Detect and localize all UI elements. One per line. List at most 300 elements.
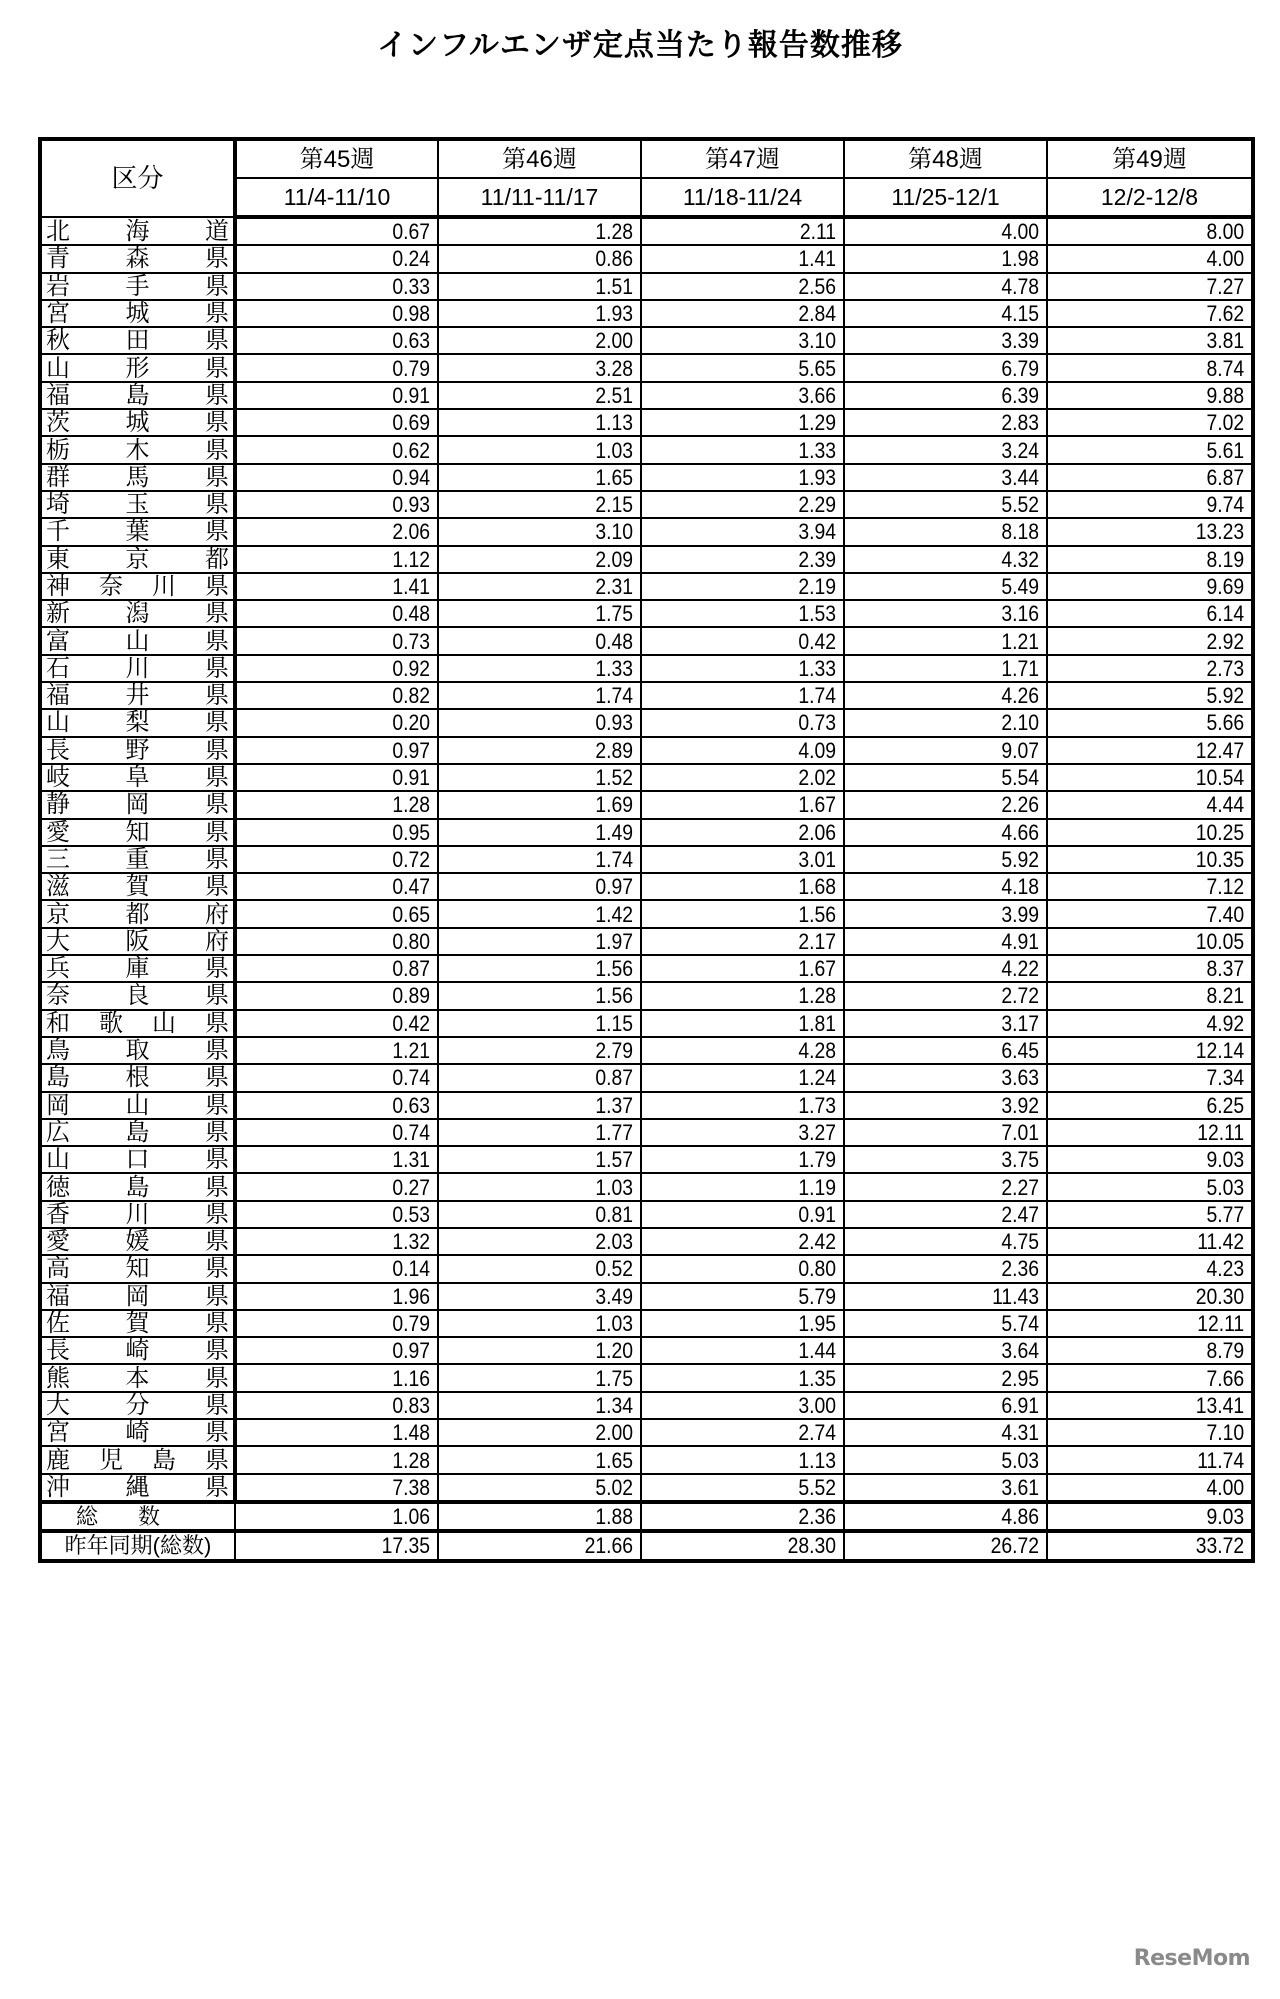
prefecture-char: 県 [205, 1473, 229, 1501]
report-value: 7.12 [1072, 873, 1253, 900]
report-value: 1.03 [462, 436, 641, 463]
prefecture-char: 県 [205, 272, 229, 300]
report-value: 4.92 [1072, 1010, 1253, 1037]
prefecture-char: 県 [205, 873, 229, 901]
report-value: 11.74 [1072, 1446, 1253, 1473]
prefecture-char: 長 [46, 736, 70, 764]
prefecture-char: 都 [205, 545, 229, 573]
report-value: 0.82 [259, 682, 438, 709]
report-value: 4.66 [868, 819, 1047, 846]
report-value: 2.27 [868, 1173, 1047, 1200]
prefecture-char: 府 [205, 900, 229, 928]
report-value: 2.95 [868, 1364, 1047, 1391]
prefecture-char: 葉 [125, 518, 150, 546]
report-value: 1.77 [462, 1119, 641, 1146]
report-value: 11.42 [1072, 1228, 1253, 1255]
report-value: 10.25 [1072, 819, 1253, 846]
report-value: 1.75 [462, 1364, 641, 1391]
table-row [40, 955, 1253, 982]
prefecture-char: 県 [205, 845, 229, 873]
report-value: 1.41 [259, 573, 438, 600]
prefecture-char: 香 [46, 1200, 70, 1228]
report-value: 0.92 [259, 655, 438, 682]
total-value: 2.36 [665, 1502, 844, 1531]
prefecture-name [40, 655, 235, 682]
prefecture-char: 県 [205, 709, 229, 737]
prefecture-char: 森 [125, 245, 150, 273]
report-value: 5.79 [665, 1283, 844, 1310]
prefecture-char: 福 [46, 381, 70, 409]
report-value: 2.89 [462, 737, 641, 764]
prefecture-char: 長 [46, 1337, 70, 1365]
prefecture-char: 県 [205, 682, 229, 710]
prefecture-char: 手 [125, 272, 150, 300]
report-value: 10.35 [1072, 846, 1253, 873]
report-value: 4.22 [868, 955, 1047, 982]
report-value: 7.10 [1072, 1419, 1253, 1446]
report-value: 1.93 [462, 300, 641, 327]
report-value: 3.75 [868, 1146, 1047, 1173]
prefecture-char: 栃 [46, 436, 70, 464]
table-row [40, 1064, 1253, 1091]
prefecture-char: 城 [125, 300, 150, 328]
prefecture-char: 三 [46, 845, 70, 873]
report-value: 1.33 [462, 655, 641, 682]
report-value: 1.48 [259, 1419, 438, 1446]
prefecture-char: 玉 [125, 491, 150, 519]
report-value: 2.74 [665, 1419, 844, 1446]
report-value: 0.80 [665, 1255, 844, 1282]
report-value: 8.79 [1072, 1337, 1253, 1364]
report-value: 2.26 [868, 791, 1047, 818]
report-value: 2.06 [665, 819, 844, 846]
report-value: 7.66 [1072, 1364, 1253, 1391]
prefecture-name [40, 955, 235, 982]
prefecture-name [40, 491, 235, 518]
report-value: 2.09 [462, 546, 641, 573]
table-row [40, 464, 1253, 491]
prefecture-char: 鳥 [46, 1037, 70, 1065]
prefecture-char: 県 [205, 1091, 229, 1119]
report-value: 0.63 [259, 1092, 438, 1119]
report-value: 0.91 [665, 1201, 844, 1228]
table-row [40, 245, 1253, 272]
report-value: 0.63 [259, 327, 438, 354]
report-value: 1.51 [462, 273, 641, 300]
report-value: 0.52 [462, 1255, 641, 1282]
report-value: 1.75 [462, 600, 641, 627]
report-value: 0.69 [259, 409, 438, 436]
report-value: 3.64 [868, 1337, 1047, 1364]
prefecture-char: 京 [125, 545, 150, 573]
prefecture-char: 阜 [125, 764, 150, 792]
last-year-label: 昨年同期(総数) [40, 1531, 235, 1560]
prefecture-name [40, 1010, 235, 1037]
prefecture-char: 県 [205, 518, 229, 546]
prefecture-char: 城 [125, 409, 150, 437]
report-value: 5.03 [1072, 1173, 1253, 1200]
prefecture-name [40, 737, 235, 764]
prefecture-name [40, 682, 235, 709]
report-value: 1.52 [462, 764, 641, 791]
prefecture-char: 沖 [46, 1473, 70, 1501]
report-value: 7.01 [868, 1119, 1047, 1146]
report-value: 4.00 [1072, 245, 1253, 272]
table-row [40, 655, 1253, 682]
report-value: 3.81 [1072, 327, 1253, 354]
prefecture-char: 阪 [125, 927, 150, 955]
prefecture-char: 奈 [46, 982, 70, 1010]
report-value: 9.07 [868, 737, 1047, 764]
table-row [40, 518, 1253, 545]
report-value: 2.11 [665, 217, 844, 245]
report-value: 1.79 [665, 1146, 844, 1173]
report-value: 10.54 [1072, 764, 1253, 791]
prefecture-char: 県 [205, 354, 229, 382]
report-value: 6.79 [868, 354, 1047, 381]
prefecture-name [40, 1392, 235, 1419]
report-value: 6.39 [868, 382, 1047, 409]
prefecture-name [40, 627, 235, 654]
report-value: 1.32 [259, 1228, 438, 1255]
report-value: 4.18 [868, 873, 1047, 900]
report-value: 8.21 [1072, 982, 1253, 1009]
table-row [40, 819, 1253, 846]
total-value: 1.88 [462, 1502, 641, 1531]
prefecture-char: 鹿 [46, 1446, 70, 1474]
report-value: 5.65 [665, 354, 844, 381]
report-value: 1.56 [462, 982, 641, 1009]
report-value: 3.17 [868, 1010, 1047, 1037]
influenza-report-table [38, 137, 1255, 1563]
table-row [40, 1310, 1253, 1337]
report-value: 2.84 [665, 300, 844, 327]
prefecture-char: 崎 [125, 1337, 150, 1365]
report-value: 8.00 [1072, 217, 1253, 245]
prefecture-char: 岐 [46, 764, 70, 792]
report-value: 0.87 [462, 1064, 641, 1091]
report-value: 2.10 [868, 709, 1047, 736]
report-value: 5.52 [868, 491, 1047, 518]
report-value: 1.74 [462, 682, 641, 709]
table-row [40, 1419, 1253, 1446]
report-value: 9.03 [1072, 1146, 1253, 1173]
report-value: 6.14 [1072, 600, 1253, 627]
prefecture-char: 県 [205, 791, 229, 819]
prefecture-char: 県 [205, 764, 229, 792]
report-value: 1.49 [462, 819, 641, 846]
date-range-header: 11/11-11/17 [438, 178, 641, 217]
report-value: 0.74 [259, 1119, 438, 1146]
prefecture-name [40, 245, 235, 272]
report-value: 3.01 [665, 846, 844, 873]
prefecture-char: 岡 [46, 1091, 70, 1119]
report-value: 0.87 [259, 955, 438, 982]
report-value: 0.89 [259, 982, 438, 1009]
report-value: 1.15 [462, 1010, 641, 1037]
report-value: 1.03 [462, 1310, 641, 1337]
report-value: 6.25 [1072, 1092, 1253, 1119]
category-header: 区分 [40, 139, 235, 217]
table-row [40, 764, 1253, 791]
prefecture-char: 岩 [46, 272, 70, 300]
report-value: 6.45 [868, 1037, 1047, 1064]
report-value: 3.61 [868, 1474, 1047, 1502]
report-value: 0.42 [665, 627, 844, 654]
last-year-value: 21.66 [462, 1531, 641, 1560]
report-value: 3.28 [462, 354, 641, 381]
report-value: 5.49 [868, 573, 1047, 600]
prefecture-char: 県 [205, 955, 229, 983]
total-label: 総数 [40, 1502, 235, 1531]
prefecture-char: 県 [205, 1146, 229, 1174]
report-value: 1.37 [462, 1092, 641, 1119]
report-value: 10.05 [1072, 928, 1253, 955]
total-value: 4.86 [868, 1502, 1047, 1531]
last-year-row [40, 1531, 1253, 1560]
prefecture-name [40, 846, 235, 873]
prefecture-char: 県 [205, 818, 229, 846]
report-value: 1.35 [665, 1364, 844, 1391]
table-row [40, 791, 1253, 818]
table-row [40, 300, 1253, 327]
report-value: 1.29 [665, 409, 844, 436]
report-value: 5.92 [868, 846, 1047, 873]
report-value: 0.91 [259, 764, 438, 791]
prefecture-char: 県 [205, 600, 229, 628]
prefecture-char: 県 [205, 327, 229, 355]
prefecture-char: 埼 [46, 491, 70, 519]
prefecture-name [40, 709, 235, 736]
report-value: 2.31 [462, 573, 641, 600]
prefecture-char: 山 [46, 1146, 70, 1174]
table-row [40, 1474, 1253, 1502]
report-value: 12.11 [1072, 1119, 1253, 1146]
report-value: 2.73 [1072, 655, 1253, 682]
table-row [40, 1228, 1253, 1255]
prefecture-char: 庫 [125, 955, 150, 983]
date-range-header: 11/18-11/24 [641, 178, 844, 217]
prefecture-name [40, 1201, 235, 1228]
report-value: 1.44 [665, 1337, 844, 1364]
report-value: 8.19 [1072, 546, 1253, 573]
prefecture-name [40, 354, 235, 381]
total-value: 9.03 [1072, 1502, 1253, 1531]
prefecture-char: 媛 [125, 1228, 150, 1256]
prefecture-char: 大 [46, 1391, 70, 1419]
prefecture-char: 県 [205, 436, 229, 464]
table-row [40, 1010, 1253, 1037]
report-value: 1.12 [259, 546, 438, 573]
prefecture-char: 青 [46, 245, 70, 273]
report-value: 1.71 [868, 655, 1047, 682]
report-value: 1.20 [462, 1337, 641, 1364]
prefecture-char: 山 [125, 627, 150, 655]
prefecture-name [40, 327, 235, 354]
report-value: 3.49 [462, 1283, 641, 1310]
table-row [40, 600, 1253, 627]
prefecture-char: 川 [125, 1200, 150, 1228]
table-row [40, 327, 1253, 354]
report-value: 2.83 [868, 409, 1047, 436]
report-value: 3.00 [665, 1392, 844, 1419]
prefecture-char: 岡 [125, 1282, 150, 1310]
prefecture-name [40, 217, 235, 245]
report-value: 2.79 [462, 1037, 641, 1064]
table-row [40, 900, 1253, 927]
prefecture-name [40, 546, 235, 573]
report-value: 4.78 [868, 273, 1047, 300]
report-value: 5.61 [1072, 436, 1253, 463]
table-row [40, 573, 1253, 600]
report-value: 2.51 [462, 382, 641, 409]
prefecture-char: 口 [125, 1146, 150, 1174]
prefecture-name [40, 1119, 235, 1146]
prefecture-name [40, 1255, 235, 1282]
report-value: 12.14 [1072, 1037, 1253, 1064]
table-row [40, 1146, 1253, 1173]
total-value: 1.06 [259, 1502, 438, 1531]
prefecture-char: 取 [125, 1037, 150, 1065]
table-row [40, 1037, 1253, 1064]
report-value: 0.81 [462, 1201, 641, 1228]
report-value: 6.87 [1072, 464, 1253, 491]
report-value: 4.31 [868, 1419, 1047, 1446]
prefecture-char: 木 [125, 436, 150, 464]
report-value: 1.28 [665, 982, 844, 1009]
report-value: 1.24 [665, 1064, 844, 1091]
prefecture-char: 宮 [46, 1419, 70, 1447]
report-value: 7.27 [1072, 273, 1253, 300]
table-row [40, 982, 1253, 1009]
report-value: 7.40 [1072, 900, 1253, 927]
report-value: 13.41 [1072, 1392, 1253, 1419]
prefecture-char: 県 [205, 1064, 229, 1092]
prefecture-char: 熊 [46, 1364, 70, 1392]
report-value: 12.47 [1072, 737, 1253, 764]
report-value: 0.80 [259, 928, 438, 955]
table-row [40, 627, 1253, 654]
table-row [40, 1364, 1253, 1391]
table-row [40, 1201, 1253, 1228]
prefecture-name [40, 409, 235, 436]
prefecture-name [40, 928, 235, 955]
report-value: 4.23 [1072, 1255, 1253, 1282]
report-value: 1.28 [462, 217, 641, 245]
prefecture-name [40, 436, 235, 463]
report-value: 3.39 [868, 327, 1047, 354]
report-value: 3.24 [868, 436, 1047, 463]
report-value: 9.69 [1072, 573, 1253, 600]
report-value: 1.21 [868, 627, 1047, 654]
prefecture-name [40, 791, 235, 818]
report-value: 2.03 [462, 1228, 641, 1255]
report-value: 2.36 [868, 1255, 1047, 1282]
report-value: 0.93 [259, 491, 438, 518]
prefecture-char: 京 [46, 900, 70, 928]
prefecture-char: 山 [152, 1009, 176, 1037]
table-row [40, 682, 1253, 709]
prefecture-name [40, 1474, 235, 1502]
prefecture-char: 東 [46, 545, 70, 573]
prefecture-name [40, 1037, 235, 1064]
prefecture-char: 秋 [46, 327, 70, 355]
report-value: 1.67 [665, 791, 844, 818]
prefecture-char: 道 [205, 217, 229, 245]
table-row [40, 1337, 1253, 1364]
week-header-row [40, 139, 1253, 178]
report-value: 0.48 [462, 627, 641, 654]
date-range-header: 11/25-12/1 [844, 178, 1047, 217]
report-value: 1.19 [665, 1173, 844, 1200]
report-value: 5.66 [1072, 709, 1253, 736]
report-value: 3.44 [868, 464, 1047, 491]
table-row [40, 491, 1253, 518]
last-year-value: 26.72 [868, 1531, 1047, 1560]
prefecture-name [40, 1364, 235, 1391]
prefecture-char: 形 [125, 354, 150, 382]
prefecture-char: 県 [205, 463, 229, 491]
date-range-header: 12/2-12/8 [1047, 178, 1253, 217]
report-value: 5.77 [1072, 1201, 1253, 1228]
prefecture-char: 岡 [125, 791, 150, 819]
prefecture-char: 梨 [125, 709, 150, 737]
report-value: 4.28 [665, 1037, 844, 1064]
prefecture-char: 賀 [125, 873, 150, 901]
prefecture-char: 茨 [46, 409, 70, 437]
prefecture-name [40, 873, 235, 900]
prefecture-char: 根 [125, 1064, 150, 1092]
report-value: 2.29 [665, 491, 844, 518]
prefecture-name [40, 273, 235, 300]
prefecture-char: 都 [125, 900, 150, 928]
table-row [40, 436, 1253, 463]
prefecture-name [40, 382, 235, 409]
prefecture-char: 県 [205, 982, 229, 1010]
report-value: 1.67 [665, 955, 844, 982]
report-value: 0.97 [259, 737, 438, 764]
prefecture-name [40, 300, 235, 327]
table-row [40, 546, 1253, 573]
report-value: 1.98 [868, 245, 1047, 272]
report-value: 1.53 [665, 600, 844, 627]
report-value: 1.13 [665, 1446, 844, 1473]
prefecture-char: 島 [46, 1064, 70, 1092]
report-value: 0.72 [259, 846, 438, 873]
prefecture-name [40, 1337, 235, 1364]
prefecture-char: 良 [125, 982, 150, 1010]
report-value: 0.79 [259, 354, 438, 381]
report-value: 3.27 [665, 1119, 844, 1146]
report-value: 0.93 [462, 709, 641, 736]
report-value: 5.54 [868, 764, 1047, 791]
prefecture-name [40, 1446, 235, 1473]
report-value: 8.37 [1072, 955, 1253, 982]
report-value: 1.93 [665, 464, 844, 491]
prefecture-char: 川 [152, 573, 176, 600]
prefecture-name [40, 764, 235, 791]
report-value: 13.23 [1072, 518, 1253, 545]
report-value: 0.91 [259, 382, 438, 409]
table-row [40, 382, 1253, 409]
prefecture-char: 県 [205, 1282, 229, 1310]
report-value: 6.91 [868, 1392, 1047, 1419]
report-value: 1.13 [462, 409, 641, 436]
prefecture-char: 重 [125, 845, 150, 873]
last-year-value: 28.30 [665, 1531, 844, 1560]
report-value: 0.95 [259, 819, 438, 846]
report-value: 1.33 [665, 436, 844, 463]
